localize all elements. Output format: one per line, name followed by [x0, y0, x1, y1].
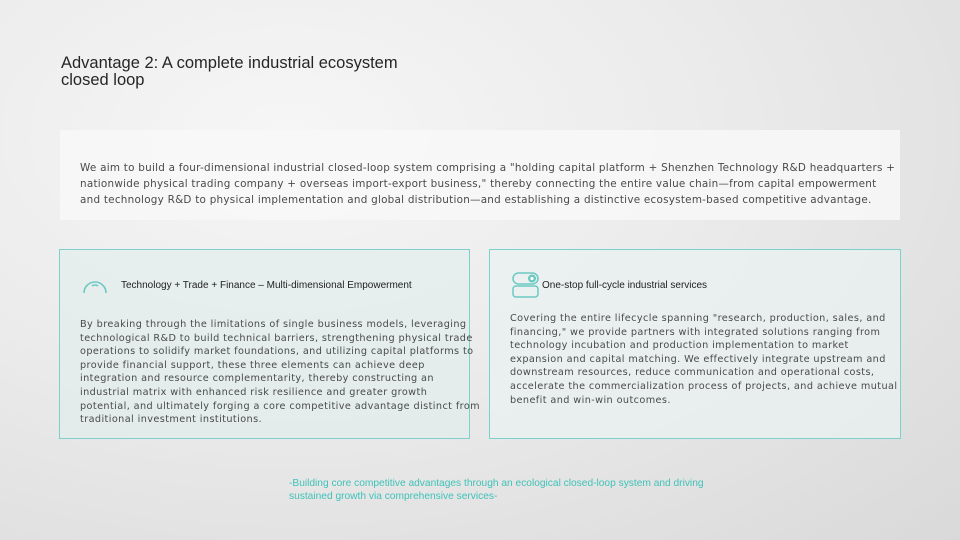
- card-multi-dimensional-empowerment: [59, 249, 480, 439]
- card-header: [512, 272, 707, 298]
- tagline: -Building core competitive advantages through an ecological closed-loop system and driving sustained growth via comprehensive services-: [289, 478, 704, 502]
- toggle-blocks-icon: [512, 272, 540, 298]
- card-title: Technology + Trade + Finance – Multi-dimensional Empowerment: [121, 279, 412, 291]
- card-body: Covering the entire lifecycle spanning "research, production, sales, and financing," we provide partners with integrated solutions ranging from technology incubation and production implementation to market expansion and capital matching. We effectively integrate upstream and downstream resources, reduce communication and operational costs, accelerate the commercialization process of projects, and achieve mutual benefit and win-win outcomes.: [510, 313, 898, 406]
- card-header: [82, 275, 412, 295]
- card-full-cycle-services: [489, 249, 901, 439]
- intro-text: We aim to build a four-dimensional industrial closed-loop system comprising a "holding capital platform + Shenzhen Technology R&D headquarters + nationwide physical trading company + overseas import-export business," thereby connecting the entire value chain—from capital empowerment and technology R&D to physical implementation and global distribution—and establishing a distinctive ecosystem-based competitive advantage.: [80, 162, 896, 206]
- card-body: By breaking through the limitations of single business models, leveraging technological R&D to build technical barriers, strengthening physical trade operations to solidify market foundations, and utilizing capital platforms to provide financial support, these three elements can achieve deep integration and resource complementarity, thereby constructing an industrial matrix with enhanced risk resilience and greater growth potential, and ultimately forging a core competitive advantage distinct from traditional investment institutions.: [80, 319, 480, 426]
- intro-panel: [60, 130, 900, 220]
- card-title: One-stop full-cycle industrial services: [542, 279, 708, 291]
- arc-icon: [82, 275, 108, 295]
- slide-title: Advantage 2: A complete industrial ecosystem closed loop: [61, 54, 398, 89]
